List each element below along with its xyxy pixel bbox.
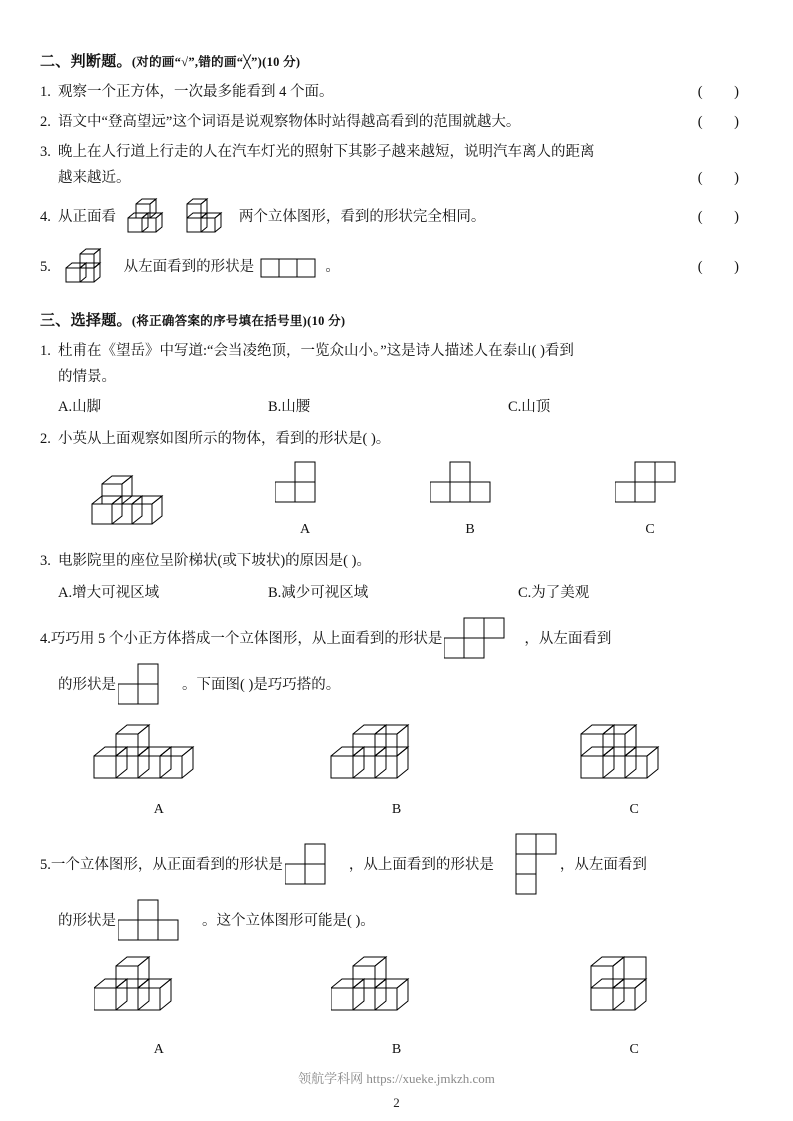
judge-q4-text-before: 从正面看: [58, 209, 116, 225]
choice-q4-options: [40, 716, 753, 818]
choice-q5-option-c[interactable]: [569, 952, 699, 1058]
choice-q2-text: 小英从上面观察如图所示的物体，看到的形状是( )。: [58, 431, 391, 447]
judge-q5-text-mid: 从左面看到的形状是: [123, 259, 255, 275]
choice-q5-text-b: ，从上面看到的形状是: [348, 857, 494, 873]
choice-q4-option-a[interactable]: [84, 716, 234, 818]
choice-q4-option-c[interactable]: [559, 716, 709, 818]
choice-q4-label-c: C: [629, 802, 639, 817]
choice-q3-text: 电影院里的座位呈阶梯状(或下坡状)的原因是( )。: [58, 553, 371, 569]
shape-left-view-q4: [118, 662, 180, 708]
judge-q3-num: 3.: [40, 144, 51, 160]
judge-q2-bracket[interactable]: ( ): [697, 114, 753, 130]
choice-q3-num: 3.: [40, 553, 51, 569]
judge-q3-text2-row: [58, 165, 753, 191]
choice-q4-option-b[interactable]: [321, 716, 471, 818]
judge-q2: [40, 109, 753, 135]
shape-top-view-q5: [496, 832, 558, 898]
judge-q4-text-after: 两个立体图形，看到的形状完全相同。: [238, 209, 486, 225]
judge-q1-bracket[interactable]: ( ): [697, 84, 753, 100]
choice-q2-option-c[interactable]: [560, 458, 740, 538]
choice-q1-option-c[interactable]: C.山顶: [508, 399, 551, 415]
choice-q3-option-b[interactable]: B.减少可视区域: [268, 585, 369, 601]
choice-q3: [40, 548, 753, 574]
section-three-title: 三、选择题。: [40, 313, 132, 329]
shape-left-view-1x3: [260, 257, 320, 279]
choice-q4-text-d: 。下面图( )是巧巧搭的。: [182, 677, 341, 693]
choice-q5-option-b[interactable]: [331, 952, 461, 1058]
choice-q5: [40, 832, 753, 898]
choice-q5-options: [40, 952, 753, 1058]
choice-q4-line2: [58, 662, 753, 708]
shape-top-view-q4: [444, 616, 522, 662]
choice-q5-text-c: ，从左面看到: [559, 857, 647, 873]
choice-q1-num: 1.: [40, 343, 51, 359]
choice-q5-text-d: 的形状是: [58, 913, 116, 929]
choice-q2-solid: [80, 472, 230, 538]
section-two-heading: [40, 50, 753, 71]
judge-q1-text: 观察一个正方体，一次最多能看到 4 个面。: [58, 84, 334, 100]
judge-q5-bracket[interactable]: ( ): [697, 259, 753, 275]
choice-q3-option-c[interactable]: C.为了美观: [518, 585, 590, 601]
shape-left-view-q5: [118, 898, 200, 944]
choice-q4-num: 4.: [40, 631, 51, 647]
page-number: 2: [393, 1095, 400, 1110]
judge-q2-text: 语文中“登高望远”这个词语是说观察物体时站得越高看到的范围就越大。: [58, 114, 521, 130]
judge-q1-num: 1.: [40, 84, 51, 100]
choice-q4-text-b: ，从左面看到: [524, 631, 612, 647]
section-two-note: (对的画“√”,错的画“╳”)(10 分): [131, 55, 301, 69]
choice-q5-text-a: 一个立体图形，从正面看到的形状是: [50, 857, 283, 873]
choice-q5-text-e: 。这个立体图形可能是( )。: [202, 913, 375, 929]
choice-q2-label-a: A: [299, 522, 311, 537]
choice-q4-text-c: 的形状是: [58, 677, 116, 693]
choice-q3-options: [58, 580, 753, 606]
judge-q3-bracket[interactable]: ( ): [697, 170, 753, 186]
solid-figure-c: [60, 248, 118, 288]
judge-q1: [40, 79, 753, 105]
choice-q5-label-b: B: [391, 1042, 402, 1057]
shape-front-view-q5: [285, 842, 347, 888]
judge-q3-text: 晚上在人行道上行走的人在汽车灯光的照射下其影子越来越短，说明汽车离人的距离: [58, 144, 595, 160]
choice-q3-option-a[interactable]: A.增大可视区域: [58, 585, 160, 601]
choice-q1-options: [58, 394, 753, 420]
page-content: [40, 50, 753, 1058]
choice-q5-num: 5.: [40, 857, 51, 873]
section-three-heading: [40, 309, 753, 330]
choice-q4: [40, 616, 753, 662]
solid-figure-b: [181, 198, 233, 238]
choice-q5-line2: [58, 898, 753, 944]
choice-q1-text: 杜甫在《望岳》中写道:“会当凌绝顶，一览众山小。”这是诗人描述人在泰山( )看到: [58, 343, 574, 359]
choice-q4-label-a: A: [153, 802, 164, 817]
judge-q4-bracket[interactable]: ( ): [697, 209, 753, 225]
choice-q1-option-a[interactable]: A.山脚: [58, 399, 102, 415]
choice-q5-label-c: C: [629, 1042, 639, 1057]
choice-q4-text-a: 巧巧用 5 个小正方体搭成一个立体图形，从上面看到的形状是: [50, 631, 443, 647]
judge-q5-text-end: 。: [325, 259, 340, 275]
judge-q5-num: 5.: [40, 259, 51, 275]
choice-q2-label-c: C: [645, 522, 655, 537]
choice-q2: [40, 426, 753, 452]
section-three-note: (将正确答案的序号填在括号里)(10 分): [131, 314, 346, 328]
choice-q5-option-a[interactable]: [94, 952, 224, 1058]
choice-q1: [40, 338, 753, 390]
judge-q3-text2: 越来越近。: [58, 170, 131, 186]
judge-q5: [40, 245, 753, 289]
solid-figure-a: [122, 198, 174, 238]
choice-q5-label-a: A: [153, 1042, 164, 1057]
judge-q4: [40, 195, 753, 239]
choice-q2-option-b[interactable]: [380, 458, 560, 538]
judge-q4-num: 4.: [40, 209, 51, 225]
choice-q1-option-b[interactable]: B.山腰: [268, 399, 311, 415]
judge-q3: [40, 139, 753, 191]
choice-q2-figures: [80, 458, 753, 538]
choice-q4-label-b: B: [391, 802, 402, 817]
choice-q2-num: 2.: [40, 431, 51, 447]
section-two-title: 二、判断题。: [40, 54, 132, 70]
choice-q2-label-b: B: [465, 522, 475, 537]
choice-q2-option-a[interactable]: [230, 458, 380, 538]
judge-q2-num: 2.: [40, 114, 51, 130]
watermark: 领航学科网 https://xueke.jmkzh.com: [298, 1071, 495, 1086]
choice-q1-text2: 的情景。: [58, 369, 116, 385]
